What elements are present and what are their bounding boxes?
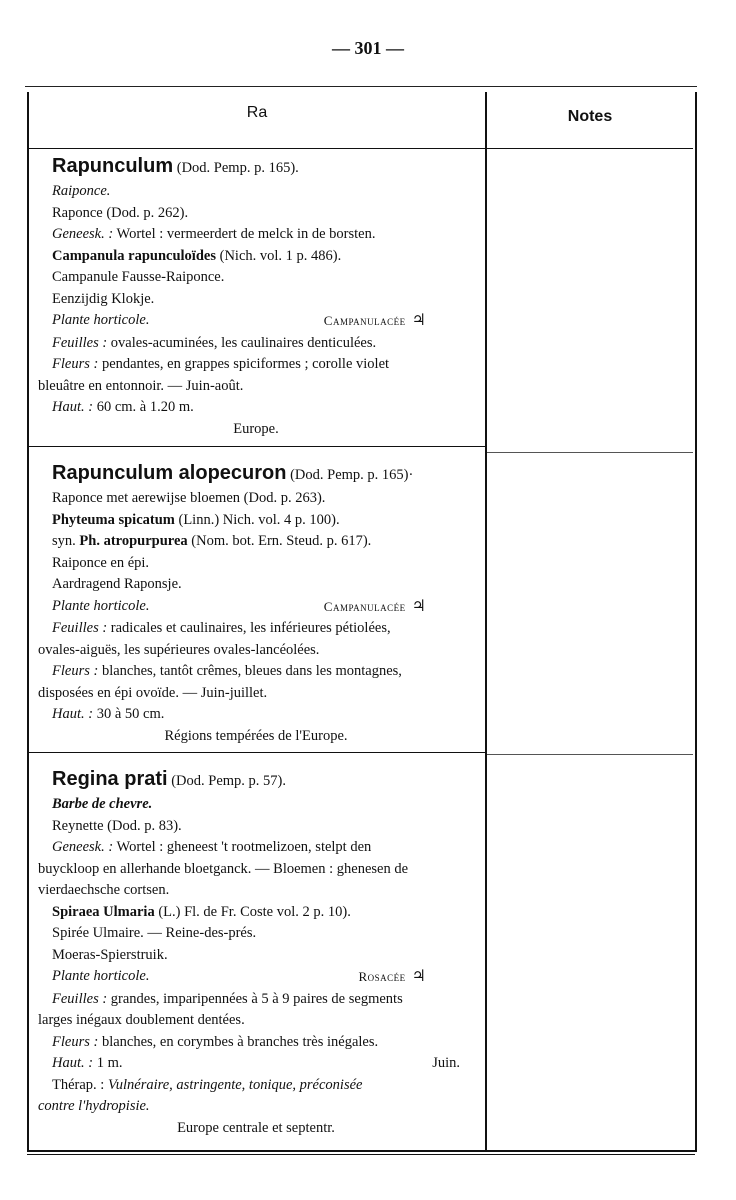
- plante-horticole: Plante horticole.: [52, 312, 150, 328]
- main-column-header: Ra: [246, 104, 268, 121]
- entry-divider: [29, 446, 485, 447]
- geneesk-continuation: buyckloop en allerhande bloetganck. — Bloemen : ghenesen de: [38, 860, 409, 877]
- fleurs-label: Fleurs :: [52, 663, 99, 679]
- plante-horticole: Plante horticole.: [52, 968, 150, 984]
- therap-label: Thérap. :: [52, 1076, 105, 1093]
- geneesk-line: [38, 224, 474, 246]
- dodoens-reference: Raponce (Dod. p. 262).: [52, 204, 189, 221]
- haut-month: Juin.: [432, 1055, 460, 1071]
- entry-rapunculum-alopecuron: [38, 460, 474, 747]
- family-name: Campanulacée: [323, 313, 406, 328]
- synonym-ref: (Nich. vol. 1 p. 486).: [215, 247, 342, 264]
- entry-title-line: [38, 153, 474, 181]
- entry-title: Rapunculum: [52, 155, 174, 177]
- common-name-nl: Aardragend Raponsje.: [52, 576, 182, 592]
- synonym-line: [38, 902, 474, 924]
- feuilles-line: [38, 618, 474, 640]
- plante-line: [38, 310, 474, 333]
- haut-label: Haut. :: [52, 399, 94, 415]
- fleurs-line: [38, 354, 474, 376]
- region: Europe.: [233, 420, 279, 437]
- entry-rapunculum: [38, 153, 474, 440]
- fleurs-continuation: bleuâtre en entonnoir. — Juin-août.: [38, 377, 244, 394]
- feuilles-label: Feuilles :: [52, 620, 108, 636]
- synonym-ref: (Linn.) Nich. vol. 4 p. 100).: [174, 511, 340, 528]
- feuilles-text: grandes, imparipennées à 5 à 9 paires de segments: [107, 990, 403, 1007]
- geneesk-text: Wortel : vermeerdert de melck in de borsten.: [113, 226, 376, 242]
- haut-line: [38, 1053, 474, 1075]
- geneesk-continuation: vierdaechsche cortsen.: [38, 882, 170, 898]
- haut-label: Haut. :: [52, 706, 94, 722]
- feuilles-continuation: larges inégaux doublement dentées.: [38, 1012, 245, 1028]
- therap-continuation: contre l'hydropisie.: [38, 1098, 150, 1114]
- page-number: — 301 —: [332, 38, 404, 58]
- fleurs-continuation: disposées en épi ovoïde. — Juin-juillet.: [38, 684, 268, 701]
- entry-title-ref: (Dod. Pemp. p. 57).: [167, 773, 286, 789]
- column-divider: [485, 92, 487, 1152]
- therap-line: [38, 1075, 474, 1097]
- region: Europe centrale et septentr.: [177, 1119, 335, 1136]
- synonym2-name: Ph. atropurpurea: [79, 533, 188, 549]
- dodoens-reference: Reynette (Dod. p. 83).: [52, 817, 182, 834]
- plante-horticole: Plante horticole.: [52, 597, 150, 614]
- feuilles-continuation: ovales-aiguës, les supérieures ovales-lancéolées.: [38, 641, 320, 658]
- family-name: Campanulacée: [323, 598, 406, 614]
- notes-divider: [487, 754, 693, 755]
- synonym2-prefix: syn.: [52, 533, 80, 549]
- therap-text: Vulnéraire, astringente, tonique, préconisée: [104, 1076, 363, 1093]
- haut-text: 1 m.: [93, 1055, 123, 1071]
- french-name: Barbe de chevre.: [52, 796, 153, 812]
- fleurs-text: blanches, tantôt crêmes, bleues dans les montagnes,: [98, 663, 402, 679]
- entry-title: Regina prati: [52, 768, 168, 790]
- entry-title-line: [38, 460, 474, 488]
- synonym-line: [38, 510, 474, 532]
- french-name: Raiponce.: [52, 183, 111, 199]
- entry-divider: [29, 752, 485, 753]
- synonym-name: Phyteuma spicatum: [52, 511, 175, 528]
- feuilles-text: ovales-acuminées, les caulinaires denticulées.: [107, 334, 377, 351]
- geneesk-text: Wortel : gheneest 't rootmelizoen, stelpt den: [113, 839, 372, 855]
- common-name-fr: Raiponce en épi.: [52, 554, 150, 571]
- synonym-ref: (L.) Fl. de Fr. Coste vol. 2 p. 10).: [154, 903, 351, 920]
- fleurs-text: pendantes, en grappes spiciformes ; corolle violet: [98, 356, 390, 372]
- family-name: Rosacée: [358, 969, 406, 984]
- haut-label: Haut. :: [52, 1055, 94, 1071]
- common-name-fr: Campanule Fausse-Raiponce.: [52, 269, 225, 285]
- synonym2-ref: (Nom. bot. Ern. Steud. p. 617).: [187, 533, 372, 549]
- fleurs-label: Fleurs :: [52, 1033, 99, 1050]
- common-name-fr: Spirée Ulmaire. — Reine-des-prés.: [52, 925, 257, 941]
- perennial-symbol-icon: ♃: [411, 312, 426, 329]
- region: Régions tempérées de l'Europe.: [164, 727, 348, 744]
- haut-text: 30 à 50 cm.: [93, 706, 165, 722]
- haut-line: [38, 704, 474, 726]
- fleurs-line: [38, 661, 474, 683]
- entry-title-ref: (Dod. Pemp. p. 165)·: [286, 467, 414, 483]
- plante-line: [38, 966, 474, 989]
- common-name-nl: Moeras-Spierstruik.: [52, 946, 168, 963]
- fleurs-label: Fleurs :: [52, 356, 99, 372]
- synonym-name: Spiraea Ulmaria: [52, 903, 155, 920]
- haut-line: [38, 397, 474, 419]
- plante-line: [38, 596, 474, 619]
- fleurs-text: blanches, en corymbes à branches très inégales.: [98, 1033, 379, 1050]
- common-name-nl: Eenzijdig Klokje.: [52, 290, 155, 307]
- fleurs-line: [38, 1032, 474, 1054]
- synonym-line: [38, 246, 474, 268]
- entry-title-ref: (Dod. Pemp. p. 165).: [173, 160, 299, 176]
- top-rule: [25, 86, 697, 87]
- geneesk-line: [38, 837, 474, 859]
- haut-text: 60 cm. à 1.20 m.: [93, 399, 194, 415]
- geneesk-label: Geneesk. :: [52, 839, 114, 855]
- feuilles-label: Feuilles :: [52, 990, 108, 1007]
- synonym2-line: [38, 531, 474, 553]
- feuilles-line: [38, 333, 474, 355]
- notes-divider: [487, 452, 693, 453]
- feuilles-text: radicales et caulinaires, les inférieures pétiolées,: [107, 620, 391, 636]
- geneesk-label: Geneesk. :: [52, 226, 114, 242]
- notes-column-header: Notes: [567, 108, 613, 125]
- entry-regina-prati: [38, 766, 474, 1139]
- entry-title: Rapunculum alopecuron: [52, 462, 287, 484]
- dodoens-reference: Raponce met aerewijse bloemen (Dod. p. 263).: [52, 490, 326, 506]
- perennial-symbol-icon: ♃: [411, 597, 426, 615]
- perennial-symbol-icon: ♃: [411, 968, 426, 985]
- bottom-rule: [27, 1154, 695, 1155]
- synonym-name: Campanula rapunculoïdes: [52, 247, 216, 264]
- bottom-rule: [27, 1150, 695, 1152]
- header-rule: [29, 148, 693, 149]
- feuilles-label: Feuilles :: [52, 334, 108, 351]
- entry-title-line: [38, 766, 474, 794]
- feuilles-line: [38, 989, 474, 1011]
